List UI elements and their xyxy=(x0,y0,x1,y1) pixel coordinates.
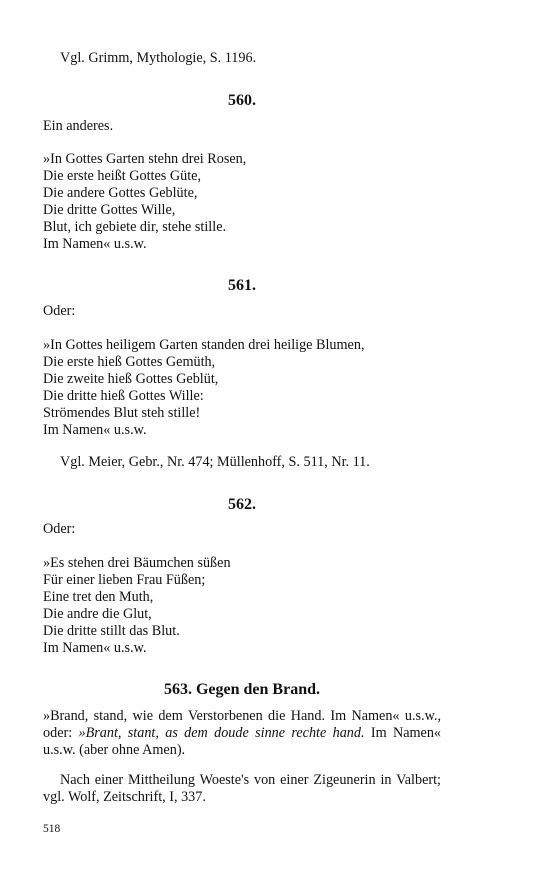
verse-line: Die erste hieß Gottes Gemüth, xyxy=(43,354,216,370)
verse-line: Die dritte stillt das Blut. xyxy=(43,623,180,639)
section-561-ref-block xyxy=(43,454,441,471)
verse-line: »In Gottes Garten stehn drei Rosen, xyxy=(43,151,247,167)
section-561-intro: Oder: xyxy=(43,303,76,319)
verse-line: Die dritte hieß Gottes Wille: xyxy=(43,388,204,404)
section-560-verse xyxy=(43,151,441,253)
verse-line: Für einer lieben Frau Füßen; xyxy=(43,572,206,588)
section-562-body xyxy=(43,521,441,538)
section-561-verse xyxy=(43,337,441,439)
verse-line: Die zweite hieß Gottes Geblüt, xyxy=(43,371,219,387)
verse-line: Die dritte Gottes Wille, xyxy=(43,202,176,218)
section-560-heading: 560. xyxy=(228,92,256,109)
section-563-paragraph xyxy=(43,708,441,759)
section-562 xyxy=(43,495,441,515)
verse-line: Die andre die Glut, xyxy=(43,606,152,622)
verse-line: »In Gottes heiligem Garten standen drei heilige Blumen, xyxy=(43,337,365,353)
verse-line: Im Namen« u.s.w. xyxy=(43,422,147,438)
paragraph-text: Im Namen« u.s.w. (aber ohne Amen). xyxy=(43,725,442,758)
top-reference-block xyxy=(43,50,441,67)
verse-line: Im Namen« u.s.w. xyxy=(43,640,147,656)
page-number: 518 xyxy=(43,823,61,835)
verse-line: Blut, ich gebiete dir, stehe stille. xyxy=(43,219,227,235)
verse-line: Die andere Gottes Geblüte, xyxy=(43,185,198,201)
verse-line: Die erste heißt Gottes Güte, xyxy=(43,168,201,184)
section-561 xyxy=(43,276,441,296)
section-561-heading: 561. xyxy=(228,277,256,294)
section-560-body xyxy=(43,118,441,135)
section-563-note-block xyxy=(43,772,441,806)
section-560 xyxy=(43,91,441,111)
section-562-heading: 562. xyxy=(228,496,256,513)
paragraph-italic-text: »Brant, stant, as dem doude sinne rechte hand. xyxy=(78,725,365,741)
section-563 xyxy=(43,680,441,700)
verse-line: Eine tret den Muth, xyxy=(43,589,154,605)
section-563-note: Nach einer Mittheilung Woeste's von einer Zigeunerin in Valbert; vgl. Wolf, Zeitschrift, I, 337. xyxy=(43,772,441,805)
section-561-body xyxy=(43,303,441,320)
section-563-body xyxy=(43,708,441,759)
section-563-heading: 563. Gegen den Brand. xyxy=(163,681,320,698)
section-562-verse xyxy=(43,555,441,657)
verse-line: Strömendes Blut steh stille! xyxy=(43,405,201,421)
paragraph-text: »Brand, stand, wie dem Verstorbenen die Hand. Im Namen« u.s.w., oder: xyxy=(43,708,441,741)
verse-line: »Es stehen drei Bäumchen süßen xyxy=(43,555,231,571)
section-561-reference: Vgl. Meier, Gebr., Nr. 474; Müllenhoff, S. 511, Nr. 11. xyxy=(60,454,370,470)
section-560-intro: Ein anderes. xyxy=(43,118,114,134)
verse-line: Im Namen« u.s.w. xyxy=(43,236,147,252)
section-562-intro: Oder: xyxy=(43,521,76,537)
top-reference: Vgl. Grimm, Mythologie, S. 1196. xyxy=(60,50,257,66)
